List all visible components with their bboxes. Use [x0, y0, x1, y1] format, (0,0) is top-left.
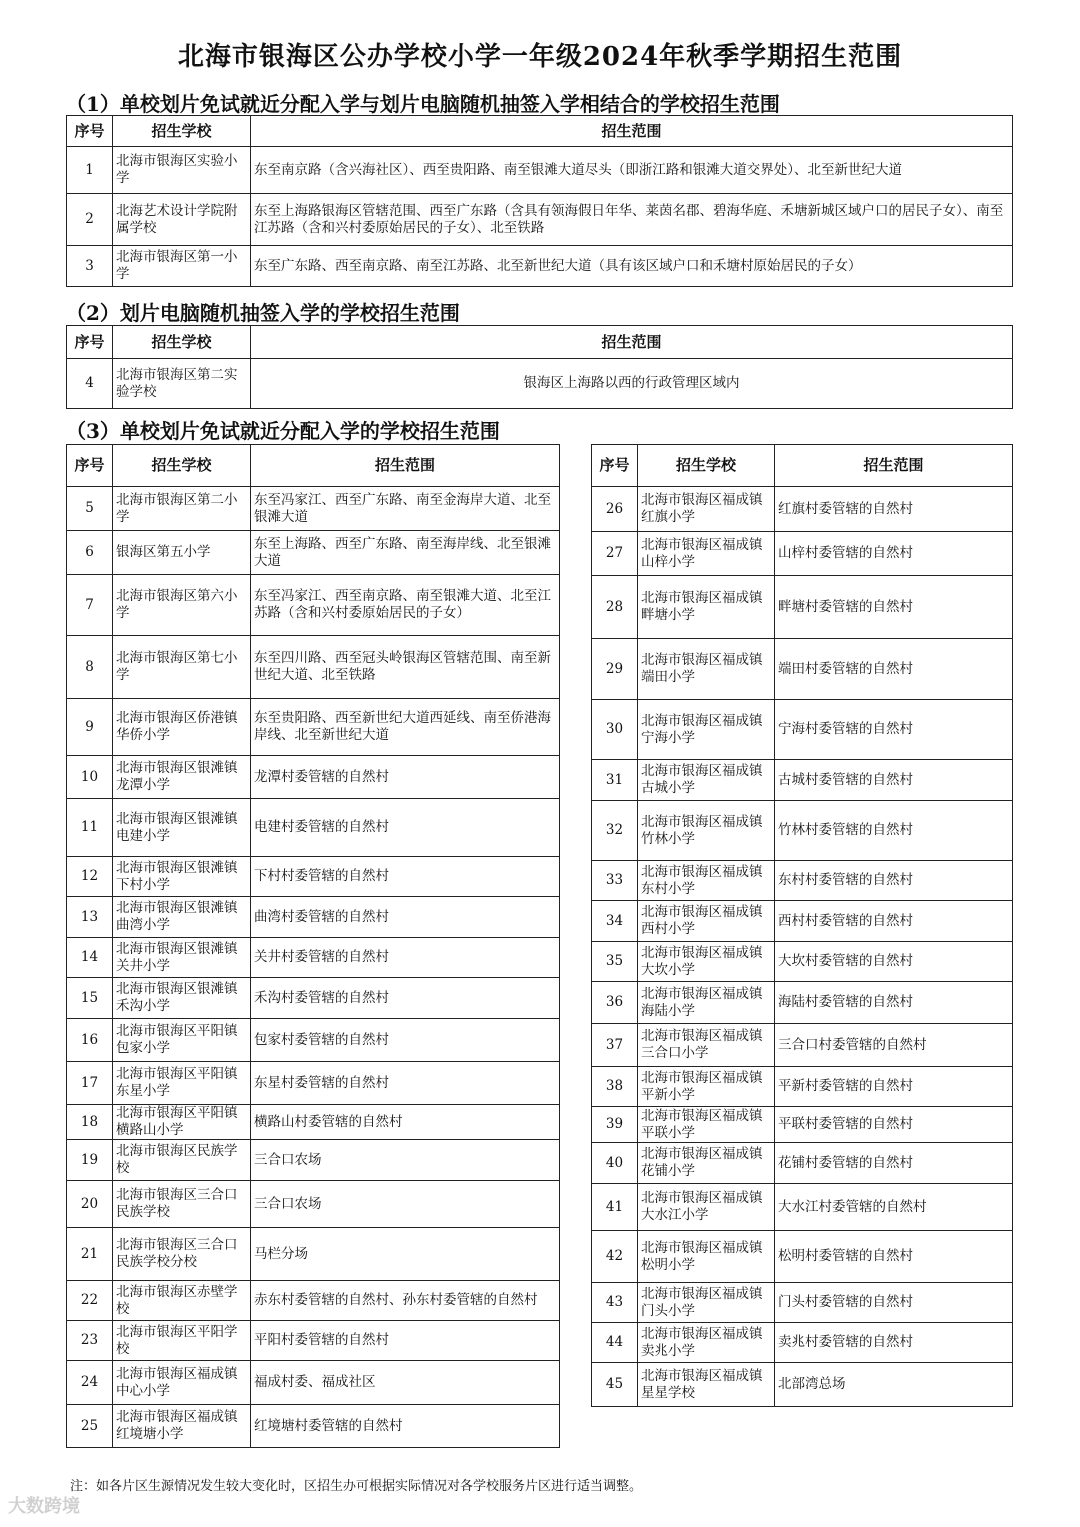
row-number: 23 [67, 1321, 113, 1361]
table-row [592, 1323, 1013, 1363]
enrollment-range: 大水江村委管辖的自然村 [775, 1184, 1013, 1231]
table-row [67, 575, 560, 636]
row-number: 1 [67, 147, 113, 194]
table-row [592, 576, 1013, 639]
section3-left-table [66, 444, 560, 1448]
table-row [67, 1361, 560, 1405]
enrollment-range: 海陆村委管辖的自然村 [775, 982, 1013, 1024]
row-number: 17 [67, 1062, 113, 1105]
column-header-school: 招生学校 [113, 116, 251, 147]
row-number: 10 [67, 756, 113, 799]
column-header-no: 序号 [592, 445, 638, 487]
enrollment-range: 东至冯家江、西至广东路、南至金海岸大道、北至银滩大道 [251, 487, 560, 531]
section1-heading: （1）单校划片免试就近分配入学与划片电脑随机抽签入学相结合的学校招生范围 [66, 92, 780, 116]
row-number: 37 [592, 1024, 638, 1067]
table-row [67, 636, 560, 699]
school-name: 北海艺术设计学院附属学校 [113, 194, 251, 246]
row-number: 45 [592, 1363, 638, 1407]
school-name: 北海市银海区福成镇平联小学 [638, 1107, 775, 1143]
enrollment-range: 电建村委管辖的自然村 [251, 799, 560, 857]
school-name: 北海市银海区福成镇古城小学 [638, 760, 775, 801]
table-header-row [67, 116, 1013, 147]
school-name: 北海市银海区民族学校 [113, 1140, 251, 1181]
table-row [67, 897, 560, 938]
school-name: 北海市银海区福成镇三合口小学 [638, 1024, 775, 1067]
enrollment-range: 平阳村委管辖的自然村 [251, 1321, 560, 1361]
enrollment-range: 西村村委管辖的自然村 [775, 901, 1013, 942]
row-number: 21 [67, 1228, 113, 1281]
row-number: 28 [592, 576, 638, 639]
enrollment-range: 三合口村委管辖的自然村 [775, 1024, 1013, 1067]
school-name: 北海市银海区第二实验学校 [113, 359, 251, 409]
row-number: 3 [67, 246, 113, 287]
table-row [592, 801, 1013, 861]
enrollment-range: 山梓村委管辖的自然村 [775, 532, 1013, 576]
column-header-school: 招生学校 [113, 326, 251, 359]
table-row [67, 857, 560, 897]
school-name: 北海市银海区福成镇海陆小学 [638, 982, 775, 1024]
enrollment-range: 东至广东路、西至南京路、南至江苏路、北至新世纪大道（具有该区域户口和禾塘村原始居民的子女） [251, 246, 1013, 287]
table-row [592, 700, 1013, 760]
row-number: 20 [67, 1181, 113, 1228]
table-row [67, 978, 560, 1019]
enrollment-range: 东村村委管辖的自然村 [775, 861, 1013, 901]
row-number: 8 [67, 636, 113, 699]
school-name: 北海市银海区第二小学 [113, 487, 251, 531]
row-number: 22 [67, 1281, 113, 1321]
row-number: 9 [67, 699, 113, 756]
school-name: 北海市银海区银滩镇龙潭小学 [113, 756, 251, 799]
table-row [67, 1140, 560, 1181]
school-name: 北海市银海区福成镇卖兆小学 [638, 1323, 775, 1363]
school-name: 北海市银海区福成镇红旗小学 [638, 487, 775, 532]
table-row [67, 359, 1013, 409]
enrollment-range: 畔塘村委管辖的自然村 [775, 576, 1013, 639]
table-row [592, 942, 1013, 982]
column-header-range: 招生范围 [251, 445, 560, 487]
enrollment-range: 卖兆村委管辖的自然村 [775, 1323, 1013, 1363]
row-number: 19 [67, 1140, 113, 1181]
row-number: 44 [592, 1323, 638, 1363]
school-name: 银海区第五小学 [113, 531, 251, 575]
table-header-row [67, 445, 560, 487]
table-row [67, 756, 560, 799]
table-row [592, 1231, 1013, 1283]
enrollment-range: 东至上海路、西至广东路、南至海岸线、北至银滩大道 [251, 531, 560, 575]
enrollment-range: 红境塘村委管辖的自然村 [251, 1405, 560, 1448]
table-row [67, 147, 1013, 194]
row-number: 31 [592, 760, 638, 801]
school-name: 北海市银海区三合口民族学校 [113, 1181, 251, 1228]
row-number: 2 [67, 194, 113, 246]
row-number: 32 [592, 801, 638, 861]
section3-heading: （3）单校划片免试就近分配入学的学校招生范围 [66, 419, 500, 443]
footnote: 注：如各片区生源情况发生较大变化时，区招生办可根据实际情况对各学校服务片区进行适当调整。 [70, 1479, 643, 1494]
enrollment-range: 东至南京路（含兴海社区）、西至贵阳路、南至银滩大道尽头（即浙江路和银滩大道交界处）、北至新世纪大道 [251, 147, 1013, 194]
table-row [67, 246, 1013, 287]
enrollment-range: 龙潭村委管辖的自然村 [251, 756, 560, 799]
table-row [592, 1143, 1013, 1184]
school-name: 北海市银海区银滩镇关井小学 [113, 938, 251, 978]
school-name: 北海市银海区福成镇星星学校 [638, 1363, 775, 1407]
table-row [592, 1024, 1013, 1067]
school-name: 北海市银海区福成镇山梓小学 [638, 532, 775, 576]
school-name: 北海市银海区福成镇大水江小学 [638, 1184, 775, 1231]
row-number: 24 [67, 1361, 113, 1405]
column-header-no: 序号 [67, 326, 113, 359]
table-row [592, 1067, 1013, 1107]
school-name: 北海市银海区福成镇红境塘小学 [113, 1405, 251, 1448]
row-number: 41 [592, 1184, 638, 1231]
column-header-range: 招生范围 [251, 326, 1013, 359]
section1-table [66, 115, 1013, 287]
table-row [67, 1228, 560, 1281]
table-row [67, 1281, 560, 1321]
school-name: 北海市银海区福成镇平新小学 [638, 1067, 775, 1107]
enrollment-range: 禾沟村委管辖的自然村 [251, 978, 560, 1019]
school-name: 北海市银海区侨港镇华侨小学 [113, 699, 251, 756]
table-row [67, 1062, 560, 1105]
school-name: 北海市银海区福成镇端田小学 [638, 639, 775, 700]
table-row [592, 532, 1013, 576]
enrollment-range: 马栏分场 [251, 1228, 560, 1281]
watermark-logo: 大数跨境 [8, 1496, 80, 1517]
row-number: 4 [67, 359, 113, 409]
enrollment-range: 包家村委管辖的自然村 [251, 1019, 560, 1062]
school-name: 北海市银海区第七小学 [113, 636, 251, 699]
enrollment-range: 平新村委管辖的自然村 [775, 1067, 1013, 1107]
table-row [67, 1405, 560, 1448]
row-number: 15 [67, 978, 113, 1019]
table-row [67, 1105, 560, 1140]
table-row [592, 639, 1013, 700]
enrollment-range: 东至四川路、西至冠头岭银海区管辖范围、南至新世纪大道、北至铁路 [251, 636, 560, 699]
section2-table [66, 325, 1013, 409]
school-name: 北海市银海区银滩镇下村小学 [113, 857, 251, 897]
enrollment-range: 端田村委管辖的自然村 [775, 639, 1013, 700]
column-header-school: 招生学校 [638, 445, 775, 487]
row-number: 40 [592, 1143, 638, 1184]
row-number: 13 [67, 897, 113, 938]
enrollment-range: 三合口农场 [251, 1181, 560, 1228]
school-name: 北海市银海区平阳学校 [113, 1321, 251, 1361]
enrollment-range: 竹林村委管辖的自然村 [775, 801, 1013, 861]
table-row [67, 1321, 560, 1361]
enrollment-range: 曲湾村委管辖的自然村 [251, 897, 560, 938]
school-name: 北海市银海区第六小学 [113, 575, 251, 636]
row-number: 39 [592, 1107, 638, 1143]
school-name: 北海市银海区福成镇宁海小学 [638, 700, 775, 760]
row-number: 14 [67, 938, 113, 978]
row-number: 34 [592, 901, 638, 942]
row-number: 36 [592, 982, 638, 1024]
table-header-row [67, 326, 1013, 359]
row-number: 6 [67, 531, 113, 575]
row-number: 16 [67, 1019, 113, 1062]
enrollment-range: 古城村委管辖的自然村 [775, 760, 1013, 801]
school-name: 北海市银海区福成镇花铺小学 [638, 1143, 775, 1184]
table-row [67, 531, 560, 575]
school-name: 北海市银海区银滩镇禾沟小学 [113, 978, 251, 1019]
row-number: 7 [67, 575, 113, 636]
enrollment-range: 花铺村委管辖的自然村 [775, 1143, 1013, 1184]
table-row [67, 938, 560, 978]
row-number: 42 [592, 1231, 638, 1283]
school-name: 北海市银海区福成镇松明小学 [638, 1231, 775, 1283]
school-name: 北海市银海区福成镇东村小学 [638, 861, 775, 901]
row-number: 43 [592, 1283, 638, 1323]
enrollment-range: 门头村委管辖的自然村 [775, 1283, 1013, 1323]
row-number: 27 [592, 532, 638, 576]
enrollment-range: 横路山村委管辖的自然村 [251, 1105, 560, 1140]
table-row [67, 1019, 560, 1062]
column-header-no: 序号 [67, 445, 113, 487]
school-name: 北海市银海区银滩镇曲湾小学 [113, 897, 251, 938]
enrollment-range: 关井村委管辖的自然村 [251, 938, 560, 978]
table-row [592, 982, 1013, 1024]
row-number: 26 [592, 487, 638, 532]
enrollment-range: 平联村委管辖的自然村 [775, 1107, 1013, 1143]
table-row [592, 1107, 1013, 1143]
school-name: 北海市银海区福成镇竹林小学 [638, 801, 775, 861]
row-number: 25 [67, 1405, 113, 1448]
table-row [67, 487, 560, 531]
table-row [67, 799, 560, 857]
table-row [592, 1363, 1013, 1407]
row-number: 38 [592, 1067, 638, 1107]
school-name: 北海市银海区福成镇大坎小学 [638, 942, 775, 982]
table-row [67, 194, 1013, 246]
school-name: 北海市银海区平阳镇横路山小学 [113, 1105, 251, 1140]
row-number: 33 [592, 861, 638, 901]
table-header-row [592, 445, 1013, 487]
row-number: 12 [67, 857, 113, 897]
column-header-no: 序号 [67, 116, 113, 147]
enrollment-range: 三合口农场 [251, 1140, 560, 1181]
table-row [592, 861, 1013, 901]
enrollment-range: 北部湾总场 [775, 1363, 1013, 1407]
table-row [592, 901, 1013, 942]
table-row [592, 760, 1013, 801]
column-header-range: 招生范围 [251, 116, 1013, 147]
table-row [592, 1184, 1013, 1231]
enrollment-range: 下村村委管辖的自然村 [251, 857, 560, 897]
school-name: 北海市银海区实验小学 [113, 147, 251, 194]
row-number: 35 [592, 942, 638, 982]
row-number: 18 [67, 1105, 113, 1140]
school-name: 北海市银海区福成镇畔塘小学 [638, 576, 775, 639]
table-row [592, 487, 1013, 532]
enrollment-range: 松明村委管辖的自然村 [775, 1231, 1013, 1283]
row-number: 30 [592, 700, 638, 760]
school-name: 北海市银海区第一小学 [113, 246, 251, 287]
enrollment-range: 东至冯家江、西至南京路、南至银滩大道、北至江苏路（含和兴村委原始居民的子女） [251, 575, 560, 636]
table-row [67, 699, 560, 756]
school-name: 北海市银海区平阳镇东星小学 [113, 1062, 251, 1105]
enrollment-range: 银海区上海路以西的行政管理区域内 [251, 359, 1013, 409]
enrollment-range: 东至贵阳路、西至新世纪大道西延线、南至侨港海岸线、北至新世纪大道 [251, 699, 560, 756]
enrollment-range: 东星村委管辖的自然村 [251, 1062, 560, 1105]
school-name: 北海市银海区福成镇中心小学 [113, 1361, 251, 1405]
school-name: 北海市银海区银滩镇电建小学 [113, 799, 251, 857]
row-number: 29 [592, 639, 638, 700]
page-title: 北海市银海区公办学校小学一年级2024年秋季学期招生范围 [177, 42, 903, 72]
school-name: 北海市银海区福成镇西村小学 [638, 901, 775, 942]
enrollment-range: 福成村委、福成社区 [251, 1361, 560, 1405]
school-name: 北海市银海区赤壁学校 [113, 1281, 251, 1321]
enrollment-range: 大坎村委管辖的自然村 [775, 942, 1013, 982]
column-header-range: 招生范围 [775, 445, 1013, 487]
row-number: 5 [67, 487, 113, 531]
school-name: 北海市银海区三合口民族学校分校 [113, 1228, 251, 1281]
section3-right-table [591, 444, 1013, 1407]
enrollment-range: 东至上海路银海区管辖范围、西至广东路（含具有领海假日年华、莱茵名郡、碧海华庭、禾塘新城区域户口的居民子女）、南至江苏路（含和兴村委原始居民的子女）、北至铁路 [251, 194, 1013, 246]
school-name: 北海市银海区福成镇门头小学 [638, 1283, 775, 1323]
table-row [592, 1283, 1013, 1323]
table-row [67, 1181, 560, 1228]
enrollment-range: 红旗村委管辖的自然村 [775, 487, 1013, 532]
enrollment-range: 赤东村委管辖的自然村、孙东村委管辖的自然村 [251, 1281, 560, 1321]
enrollment-range: 宁海村委管辖的自然村 [775, 700, 1013, 760]
section2-heading: （2）划片电脑随机抽签入学的学校招生范围 [66, 301, 460, 325]
column-header-school: 招生学校 [113, 445, 251, 487]
row-number: 11 [67, 799, 113, 857]
school-name: 北海市银海区平阳镇包家小学 [113, 1019, 251, 1062]
